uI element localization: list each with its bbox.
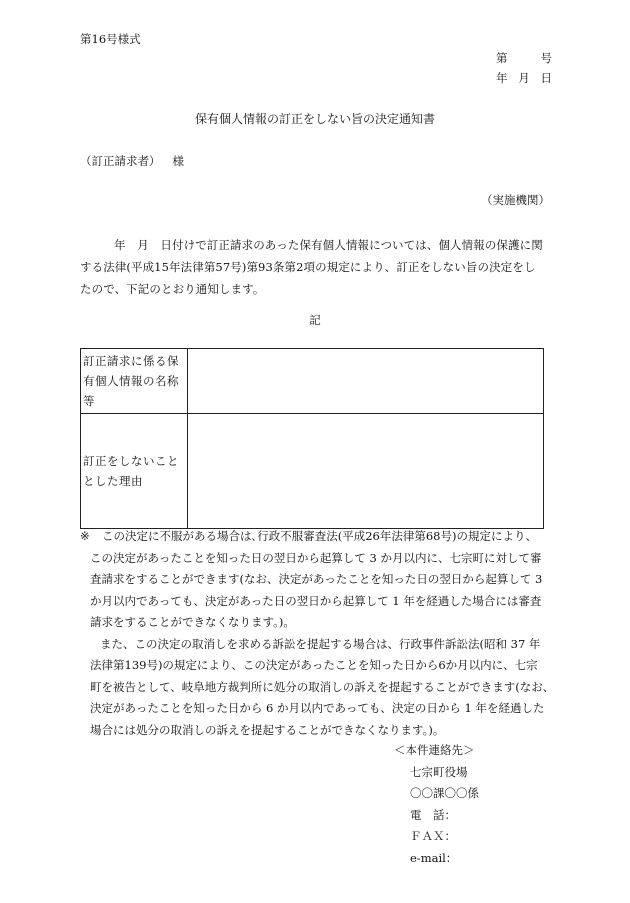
- issuing-agency: （実施機関）: [481, 193, 550, 207]
- note-line: 場合には処分の取消しの訴えを提起することができなくなります。)。: [90, 722, 445, 737]
- contact-section: 〇〇課〇〇係: [410, 786, 479, 801]
- label-line: とした理由: [83, 474, 143, 488]
- note-line: 決定があったことを知った日から 6 か月以内であっても、決定の日から 1 年を経過した: [90, 701, 545, 715]
- document-number-suffix: 号: [540, 51, 552, 65]
- body-line: 年 月 日付けで訂正請求のあった保有個人情報については、個人情報の保護に関: [114, 238, 543, 252]
- note-line: 査請求をすることができます(なお、決定があったことを知った日の翌日から起算して 3: [90, 572, 543, 586]
- note-line: この決定に不服がある場合は､行政不服審査法(平成26年法律第68号)の規定により、: [102, 529, 537, 543]
- form-number: 第16号様式: [80, 32, 141, 46]
- note-line: この決定があったことを知った日の翌日から起算して 3 か月以内に、七宗町に対して審: [90, 550, 542, 565]
- label-line: 訂正をしないこと: [83, 454, 179, 468]
- reason-value: [188, 414, 544, 529]
- date-year: 年: [496, 71, 508, 85]
- reason-label: [81, 414, 188, 529]
- contact-email-label: e-mail：: [410, 850, 458, 865]
- addressee-honorific: 様: [172, 154, 184, 168]
- contact-phone-label: 電 話：: [410, 807, 456, 822]
- table-row: [81, 349, 544, 414]
- contact-heading: ＜本件連絡先＞: [394, 743, 475, 757]
- body-paragraph: [80, 234, 550, 300]
- note-line: か月以内であっても、決定があった日の翌日から起算して 1 年を経過した場合には審査: [90, 593, 542, 608]
- contact-office: 七宗町役場: [410, 764, 468, 779]
- addressee: [80, 155, 184, 169]
- body-line: する法律(平成15年法律第57号)第93条第2項の規定により、訂正をしない旨の決定をし: [80, 260, 536, 274]
- table-row: [81, 414, 544, 529]
- label-line: 有個人情報の名称: [83, 374, 179, 388]
- info-name-value: [188, 349, 544, 414]
- document-title: 保有個人情報の訂正をしない旨の決定通知書: [194, 112, 435, 126]
- note-line: 法律第139号)の規定により、この決定があったことを知った日から6か月以内に、七宗: [90, 658, 538, 672]
- contact-fax-label: ＦＡＸ：: [410, 829, 456, 844]
- label-line: 等: [83, 394, 95, 408]
- label-line: 訂正請求に係る保: [83, 354, 179, 368]
- ki-heading: 記: [309, 313, 321, 327]
- addressee-label: （訂正請求者）: [80, 154, 161, 168]
- contact-info: [394, 740, 479, 870]
- note-line: 町を被告として、岐阜地方裁判所に処分の取消しの訴えを提起することができます(なお、: [90, 679, 555, 694]
- note-line: 請求をすることができなくなります。)。: [90, 615, 295, 629]
- document-number-prefix: 第: [496, 51, 508, 65]
- document-number: [496, 52, 552, 66]
- issue-date: [496, 72, 552, 86]
- note-line: また、この決定の取消しを求める訴訟を提起する場合は、行政事件訴訟法(昭和 37 年: [100, 636, 541, 651]
- appeal-note: [80, 526, 555, 741]
- body-line: たので、下記のとおり通知します。: [80, 282, 265, 296]
- info-name-label: [81, 349, 188, 414]
- date-day: 日: [540, 71, 552, 85]
- date-month: 月: [518, 71, 530, 85]
- note-mark: ※: [80, 529, 90, 543]
- decision-table: [80, 348, 544, 529]
